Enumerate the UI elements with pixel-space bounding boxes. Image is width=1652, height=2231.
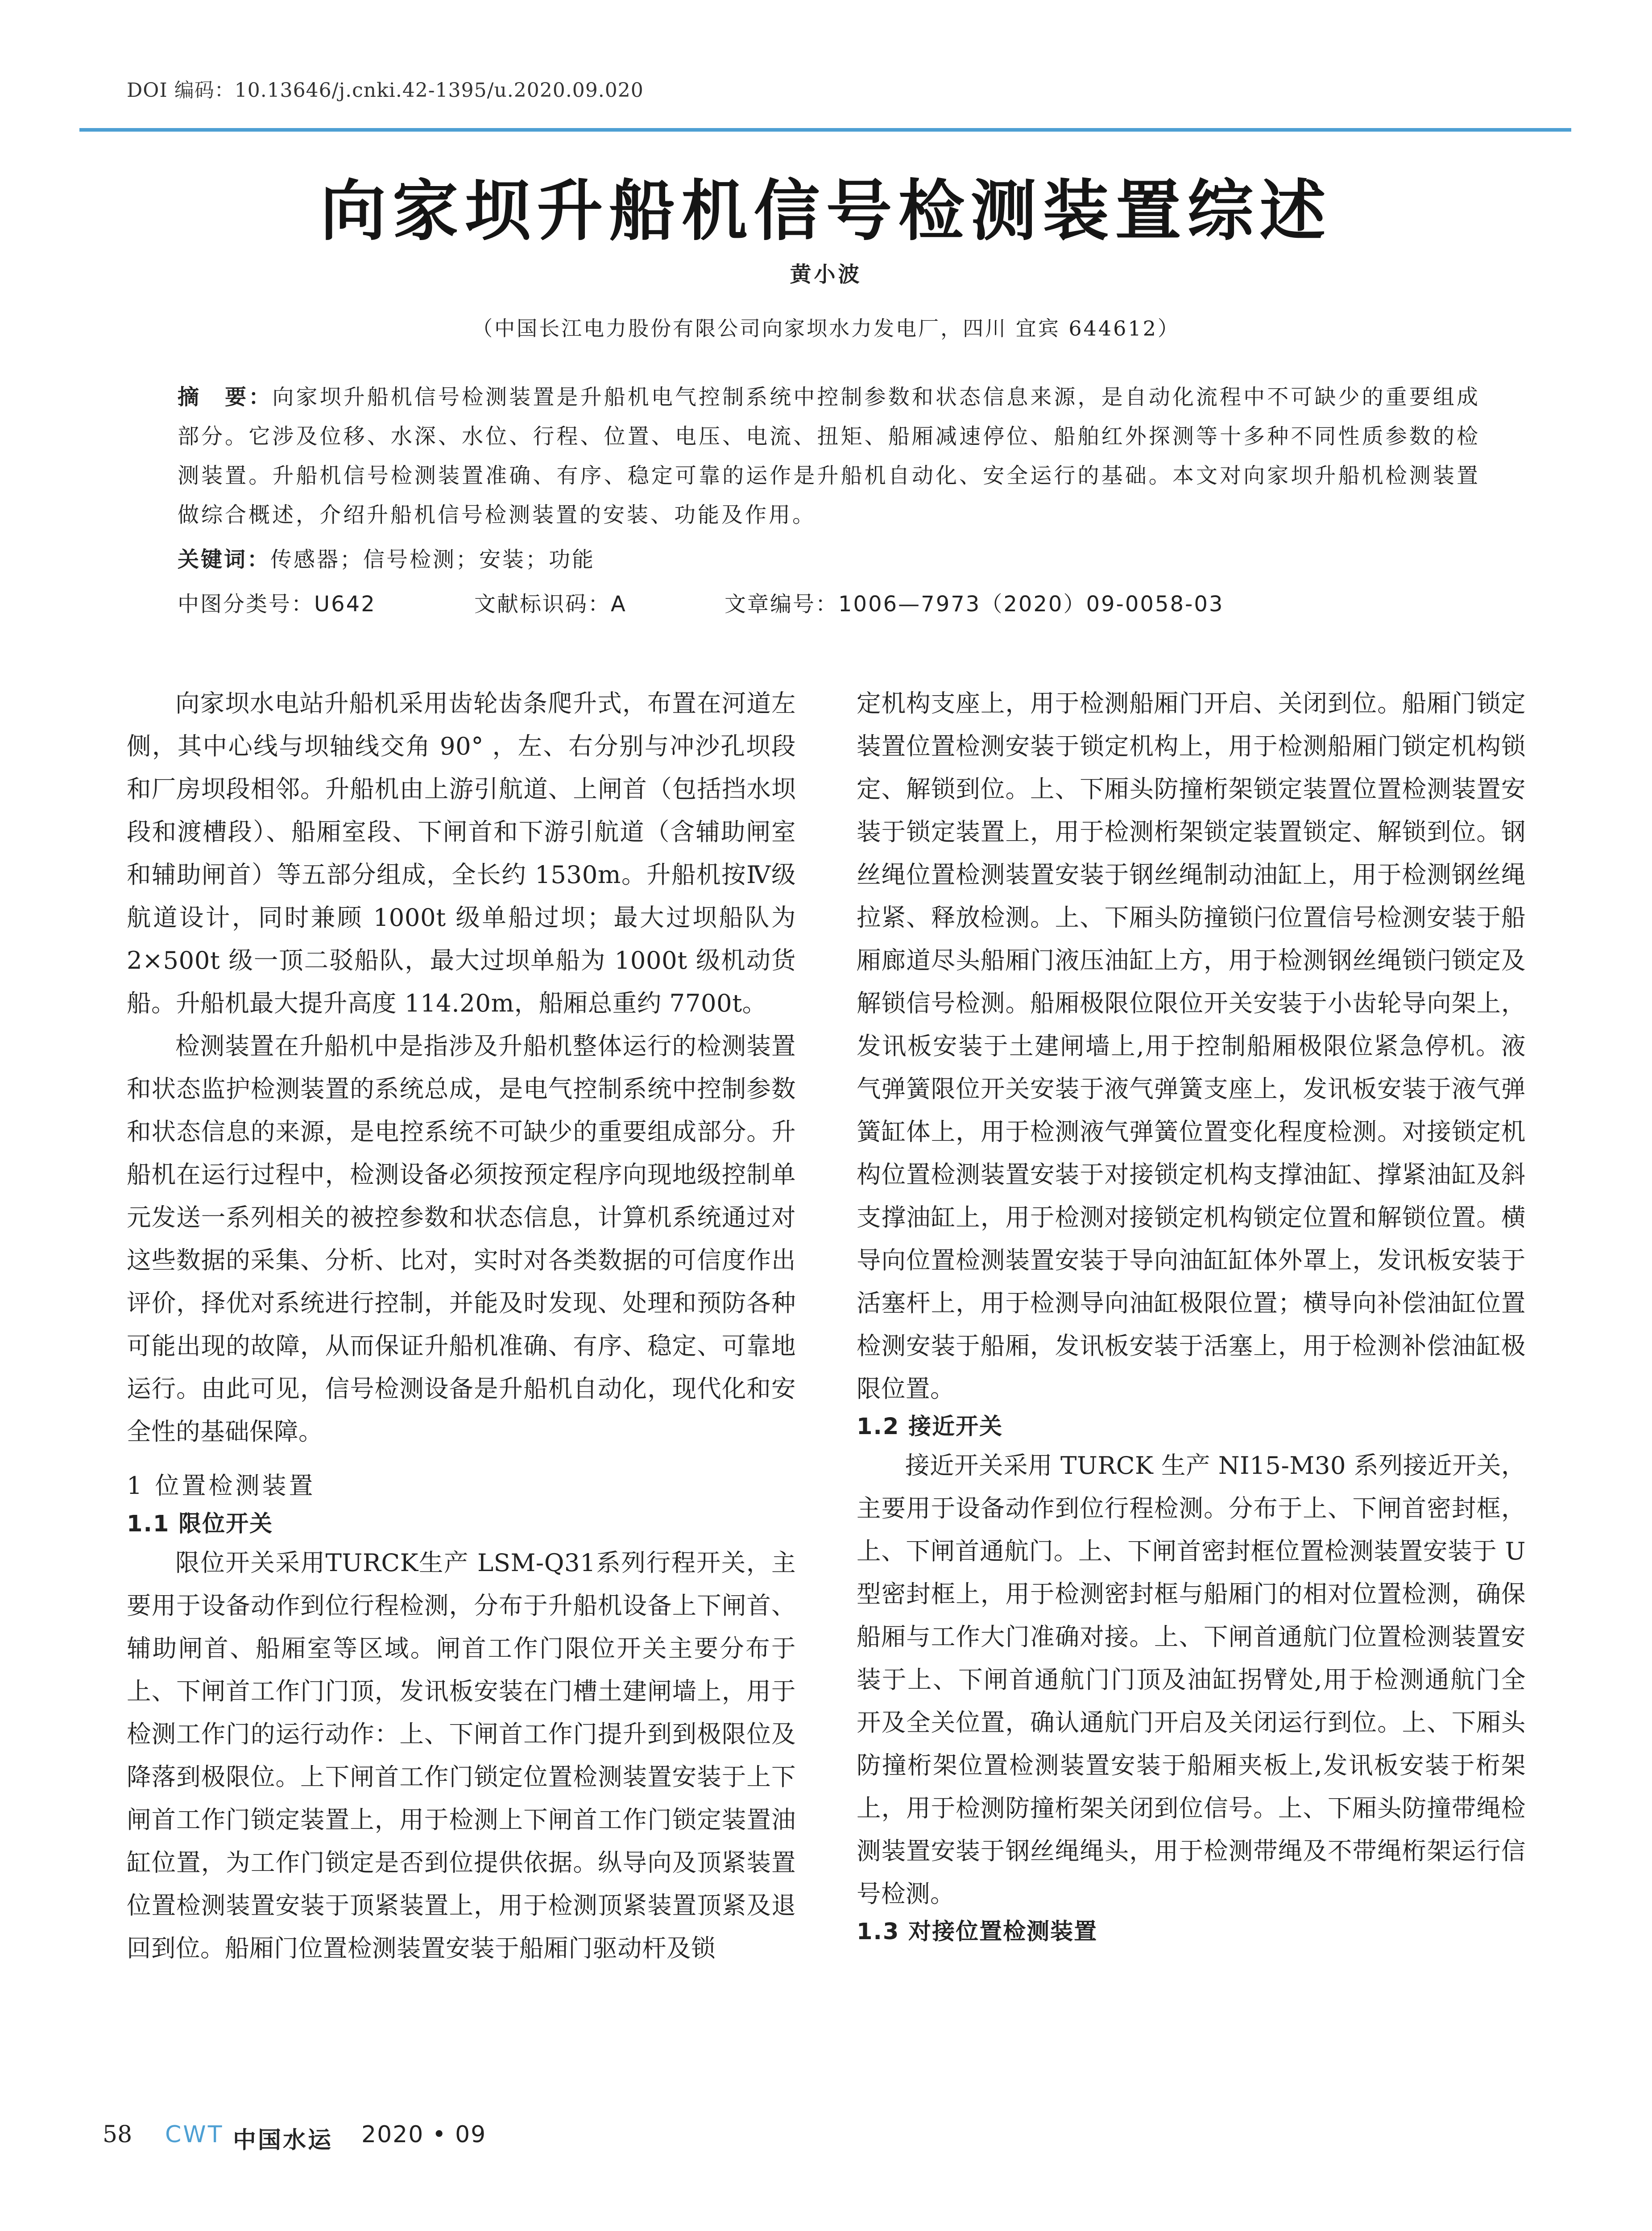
subsection-heading: 1.2 接近开关 bbox=[857, 1414, 1003, 1440]
paragraph: 向家坝水电站升船机采用齿轮齿条爬升式，布置在河道左侧，其中心线与坝轴线交角 90° ，左、右分别与冲沙孔坝段和厂房坝段相邻。升船机由上游引航道、上闸首（包括挡水坝段和渡槽段）、船厢室段、下闸首和下游引航道（含辅助闸室和辅助闸首）等五部分组成，全长约 1530m。升船机按Ⅳ级航道设计，同时兼顾 1000t 级单船过坝；最大过坝船队为 2×500t 级一顶二驳船队，最大过坝单船为 1000t 级机动货船。升船机最大提升高度 114.20m，船厢总重约 7700t。 bbox=[127, 689, 796, 1017]
author-affiliation: （中国长江电力股份有限公司向家坝水力发电厂，四川 宜宾 644612） bbox=[472, 316, 1180, 340]
keywords bbox=[178, 542, 595, 573]
journal-abbreviation: CWT bbox=[165, 2121, 224, 2148]
keywords-text: 传感器；信号检测；安装；功能 bbox=[270, 547, 596, 572]
body-column-left bbox=[127, 682, 796, 1970]
abstract-text: 向家坝升船机信号检测装置是升船机电气控制系统中控制参数和状态信息来源，是自动化流程中不可缺少的重要组成部分。它涉及位移、水深、水位、行程、位置、电压、电流、扭矩、船厢减速停位、船舶红外探测等十多种不同性质参数的检测装置。升船机信号检测装置准确、有序、稳定可靠的运作是升船机自动化、安全运行的基础。本文对向家坝升船机检测装置做综合概述，介绍升船机信号检测装置的安装、功能及作用。 bbox=[178, 385, 1480, 527]
abstract bbox=[178, 377, 1480, 535]
paragraph: 定机构支座上，用于检测船厢门开启、关闭到位。船厢门锁定装置位置检测安装于锁定机构上，用于检测船厢门锁定机构锁定、解锁到位。上、下厢头防撞桁架锁定装置位置检测装置安装于锁定装置上，用于检测桁架锁定装置锁定、解锁到位。钢丝绳位置检测装置安装于钢丝绳制动油缸上，用于检测钢丝绳拉紧、释放检测。上、下厢头防撞锁闩位置信号检测安装于船厢廊道尽头船厢门液压油缸上方，用于检测钢丝绳锁闩锁定及解锁信号检测。船厢极限位限位开关安装于小齿轮导向架上，发讯板安装于土建闸墙上,用于控制船厢极限位紧急停机。液气弹簧限位开关安装于液气弹簧支座上，发讯板安装于液气弹簧缸体上，用于检测液气弹簧位置变化程度检测。对接锁定机构位置检测装置安装于对接锁定机构支撑油缸、撑紧油缸及斜支撑油缸上，用于检测对接锁定机构锁定位置和解锁位置。横导向位置检测装置安装于导向油缸缸体外罩上，发讯板安装于活塞杆上，用于检测导向油缸极限位置；横导向补偿油缸位置检测安装于船厢，发讯板安装于活塞上，用于检测补偿油缸极限位置。 bbox=[857, 689, 1526, 1403]
subsection-heading: 1.3 对接位置检测装置 bbox=[857, 1919, 1098, 1945]
paragraph: 限位开关采用TURCK生产 LSM-Q31系列行程开关，主要用于设备动作到位行程检测，分布于升船机设备上下闸首、辅助闸首、船厢室等区域。闸首工作门限位开关主要分布于上、下闸首工作门门顶，发讯板安装在门槽土建闸墙上，用于检测工作门的运行动作：上、下闸首工作门提升到到极限位及降落到极限位。上下闸首工作门锁定位置检测装置安装于上下闸首工作门锁定装置上，用于检测上下闸首工作门锁定装置油缸位置，为工作门锁定是否到位提供依据。纵导向及顶紧装置位置检测装置安装于顶紧装置上，用于检测顶紧装置顶紧及退回到位。船厢门位置检测装置安装于船厢门驱动杆及锁 bbox=[127, 1548, 796, 1962]
paragraph: 接近开关采用 TURCK 生产 NI15-M30 系列接近开关，主要用于设备动作到位行程检测。分布于上、下闸首密封框，上、下闸首通航门。上、下闸首密封框位置检测装置安装于 U 型密封框上，用于检测密封框与船厢门的相对位置检测，确保船厢与工作大门准确对接。上、下闸首通航门位置检测装置安装于上、下闸首通航门门顶及油缸拐臂处,用于检测通航门全开及全关位置，确认通航门开启及关闭运行到位。上、下厢头防撞桁架位置检测装置安装于船厢夹板上,发讯板安装于桁架上，用于检测防撞桁架关闭到位信号。上、下厢头防撞带绳检测装置安装于钢丝绳绳头，用于检测带绳及不带绳桁架运行信号检测。 bbox=[857, 1451, 1526, 1908]
paragraph: 检测装置在升船机中是指涉及升船机整体运行的检测装置和状态监护检测装置的系统总成，是电气控制系统中控制参数和状态信息的来源，是电控系统不可缺少的重要组成部分。升船机在运行过程中，检测设备必须按预定程序向现地级控制单元发送一系列相关的被控参数和状态信息，计算机系统通过对这些数据的采集、分析、比对，实时对各类数据的可信度作出评价，择优对系统进行控制，并能及时发现、处理和预防各种可能出现的故障，从而保证升船机准确、有序、稳定、可靠地运行。由此可见，信号检测设备是升船机自动化，现代化和安全性的基础保障。 bbox=[127, 1032, 796, 1446]
keywords-label: 关键词： bbox=[178, 547, 271, 572]
author-name: 黄小波 bbox=[790, 262, 862, 287]
abstract-label: 摘 要： bbox=[178, 385, 273, 410]
section-heading: 1 位置检测装置 bbox=[127, 1472, 316, 1500]
page-number: 58 bbox=[103, 2121, 132, 2148]
subsection-heading: 1.1 限位开关 bbox=[127, 1511, 273, 1537]
body-column-right bbox=[857, 682, 1526, 1949]
header-divider bbox=[79, 128, 1571, 132]
journal-name: 中国水运 bbox=[233, 2127, 333, 2154]
document-code: 文献标识码：A bbox=[474, 592, 627, 617]
article-number: 文章编号：1006—7973（2020）09-0058-03 bbox=[725, 592, 1224, 617]
issue-date: 2020 • 09 bbox=[361, 2121, 487, 2148]
clc-number: 中图分类号：U642 bbox=[178, 592, 376, 617]
article-title: 向家坝升船机信号检测装置综述 bbox=[320, 172, 1332, 249]
doi-line: DOI 编码：10.13646/j.cnki.42-1395/u.2020.09.020 bbox=[127, 79, 644, 102]
